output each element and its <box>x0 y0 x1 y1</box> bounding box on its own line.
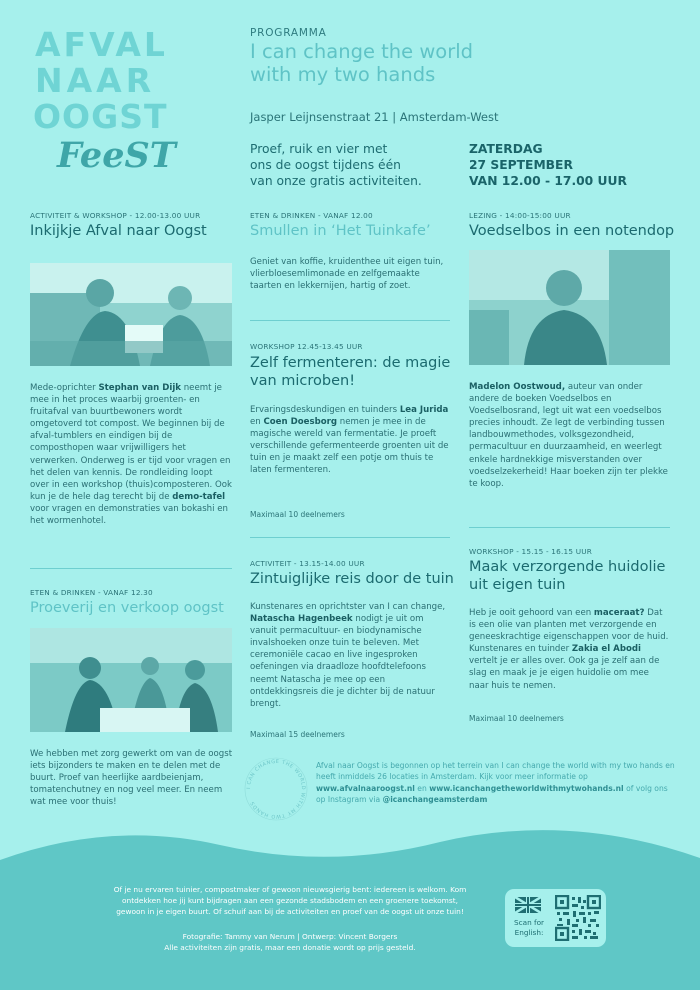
c2-body <box>469 607 669 692</box>
c1-body <box>469 381 669 490</box>
speaker-photo <box>469 250 670 365</box>
logo-line-4: FeeST <box>57 135 176 176</box>
title-line-1: I can change the world <box>250 40 474 63</box>
a2-body: We hebben met zorg gewerkt om van de oogst iets bijzonders te maken en te delen met de buurt. Proef van heerlijke aardbeienjam, tomatenchutney en nog veel meer. En neem wat mee voor thuis! <box>30 749 233 808</box>
lead-line-1: Proef, ruik en vier met <box>250 142 388 156</box>
footer-line-3: gewoon in je eigen buurt. Of schuif aan bij de activiteiten en proef van de oogst uit onze tuin! <box>116 907 464 917</box>
col3-divider <box>469 527 670 528</box>
address: Jasper Leijnsenstraat 21 | Amsterdam-West <box>250 110 499 124</box>
a1-title: Inkijkje Afval naar Oogst <box>30 223 207 239</box>
tasting-photo <box>30 628 232 732</box>
logo-line-3: OOGST <box>33 97 168 136</box>
scan-line-1: Scan for <box>513 918 545 927</box>
b2-title: Zelf fermenteren: de magie van microben! <box>250 355 451 389</box>
c2-category: WORKSHOP - 15.15 - 16.15 UUR <box>469 547 593 556</box>
page-title <box>250 41 630 86</box>
lead-line-3: van onze gratis activiteiten. <box>250 174 422 189</box>
date-line-2: 27 SEPTEMBER <box>469 158 573 173</box>
scan-label <box>511 918 547 937</box>
a1-person: Stephan van Dijk <box>98 383 181 393</box>
stamp-text: I CAN CHANGE THE WORLD WITH MY TWO HANDS <box>245 758 307 820</box>
c2-body-text-2: Dat is een olie van planten met verzorgende en geneeskrachtige eigenschappen voor de huid. Kunstenares en tuinder <box>469 608 669 655</box>
c2-person: Zakia el Abodi <box>571 644 641 655</box>
qr-block[interactable] <box>505 889 606 947</box>
b2-max: Maximaal 10 deelnemers <box>250 510 345 519</box>
b3-max: Maximaal 15 deelnemers <box>250 730 345 739</box>
b2-person-1: Lea Jurida <box>399 405 449 415</box>
credits-line: Fotografie: Tammy van Nerum | Ontwerp: Vincent Borgers <box>182 932 398 941</box>
info-text <box>316 760 676 806</box>
b1-body: Geniet van koffie, kruidenthee uit eigen tuin, vlierbloesemlimonade en zelfgemaakte taarten en lekkernijen, hartig of zoet. <box>250 257 444 292</box>
b2-body-text-2: en <box>250 417 264 428</box>
b3-body-text-1: Kunstenares en oprichtster van I can change, <box>250 602 446 612</box>
logo-line-2: NAAR <box>35 61 156 100</box>
c2-body-text-3: vertelt je er alles over. Ook ga je zelf aan de slag en maak je je eigen huidolie om mee naar huis te nemen. <box>469 656 660 691</box>
a1-body-text-1: Mede-oprichter <box>30 383 99 393</box>
footer-line-1: Of je nu ervaren tuinier, compostmaker of gewoon nieuwsgierig bent: iedereen is welkom. Kom <box>113 885 467 894</box>
a1-category: ACTIVITEIT & WORKSHOP - 12.00-13.00 UUR <box>30 211 201 220</box>
qr-code[interactable] <box>555 895 601 941</box>
logo <box>33 25 203 188</box>
b2-person-2: Coen Doesborg <box>263 417 338 428</box>
a2-category: ETEN & DRINKEN - VANAF 12.30 <box>30 588 153 597</box>
event-date <box>469 141 669 190</box>
footer-credits <box>110 931 470 953</box>
col1-divider <box>30 568 232 569</box>
info-link-afvalnaaroogst[interactable]: www.afvalnaaroogst.nl <box>316 783 415 793</box>
col2-divider-1 <box>250 320 450 321</box>
date-line-1: ZATERDAG <box>469 142 543 156</box>
b2-category: WORKSHOP 12.45-13.45 UUR <box>250 342 363 351</box>
info-text-1: Afval naar Oogst is begonnen op het terrein van I can change the world with my two hands en heeft inmiddels 26 locaties in Amsterdam. Kijk voor meer informatie op <box>316 761 675 782</box>
b1-category: ETEN & DRINKEN - VANAF 12.00 <box>250 211 373 220</box>
logo-line-1: AFVAL <box>35 25 168 64</box>
uk-flag-icon <box>515 897 541 913</box>
a1-body <box>30 382 233 527</box>
lead-text <box>250 141 460 190</box>
a1-body-text-3: voor vragen en demonstraties van bokashi en het wormenhotel. <box>30 503 228 527</box>
compost-tour-photo <box>30 263 232 366</box>
c1-person: Madelon Oostwoud, <box>469 382 566 392</box>
b1-title: Smullen in ‘Het Tuinkafe’ <box>250 223 431 239</box>
c1-body-text: auteur van onder andere de boeken Voedselbos en Voedselbosrand, legt uit wat een voedselbos precies inhoudt. Ze legt de verbinding tussen landbouwmethodes, volksgezondheid, permacultuur en duurzaamheid, en weerlegt enkele hardnekkige misverstanden over voedselzekerheid! Haar boeken zijn ter plekke te koop. <box>469 382 668 489</box>
b3-body <box>250 601 450 710</box>
info-text-2: en <box>414 783 430 793</box>
c2-max: Maximaal 10 deelnemers <box>469 714 564 723</box>
b2-body-text-3: nemen je mee in de magische wereld van fermentatie. Je proeft verschillende gefermenteerde groenten uit de tuin en je maakt zelf een potje om thuis te laten fermenteren. <box>250 417 449 476</box>
a2-title: Proeverij en verkoop oogst <box>30 600 224 616</box>
a1-body-text-2: neemt je mee in het proces waarbij groenten- en fruitafval van buurtbewoners wordt omgetoverd tot compost. We beginnen bij de afval-tumblers en eindigen bij de composthopen waar vrijwilligers het verwerken. Onderweg is er tijd voor vragen en het delen van kennis. De rondleiding loopt over in een workshop (thuis)composteren. Ook kun je de hele dag terecht bij de <box>30 383 232 502</box>
stamp <box>243 756 309 822</box>
info-text-3: of volg ons op Instagram via <box>316 783 668 805</box>
b3-title: Zintuiglijke reis door de tuin <box>250 571 454 587</box>
date-line-3: VAN 12.00 - 17.00 UUR <box>469 174 627 189</box>
b3-person: Natascha Hagenbeek <box>250 614 353 625</box>
scan-line-2: English: <box>514 927 544 937</box>
title-line-2: with my two hands <box>250 62 436 86</box>
c1-title: Voedselbos in een notendop <box>469 223 675 239</box>
footer-line-2: ontdekken hoe jij kunt bijdragen aan een gezonde stadsbodem en een groenere toekomst, <box>122 896 458 906</box>
col2-divider-2 <box>250 537 450 538</box>
info-link-icanchange[interactable]: www.icanchangetheworldwithmytwohands.nl <box>429 783 624 793</box>
c2-title: Maak verzorgende huidolie uit eigen tuin <box>469 559 666 593</box>
b2-body-text-1: Ervaringsdeskundigen en tuinders <box>250 405 400 415</box>
lead-line-2: ons de oogst tijdens één <box>250 158 401 173</box>
b2-body <box>250 404 450 477</box>
programma-label: PROGRAMMA <box>250 27 327 39</box>
a1-demo-tafel: demo-tafel <box>172 491 226 502</box>
c2-term: maceraat? <box>593 608 645 618</box>
footer-intro <box>70 884 510 918</box>
c1-category: LEZING - 14:00-15:00 UUR <box>469 211 571 220</box>
b3-category: ACTIVITEIT - 13.15-14.00 UUR <box>250 559 365 568</box>
info-instagram-handle[interactable]: @icanchangeamsterdam <box>382 795 488 805</box>
b3-body-text-2: nodigt je uit om vanuit permacultuur- en biodynamische invalshoeken onze tuin te beleven. Met ceremoniële cacao en live ingesproken oefeningen via draadloze hoofdtelefoons neemt Natascha je mee op een ontdekkingsreis die je dichter bij de natuur brengt. <box>250 614 435 709</box>
donation-line: Alle activiteiten zijn gratis, maar een donatie wordt op prijs gesteld. <box>164 943 416 953</box>
c2-body-text-1: Heb je ooit gehoord van een <box>469 608 594 618</box>
